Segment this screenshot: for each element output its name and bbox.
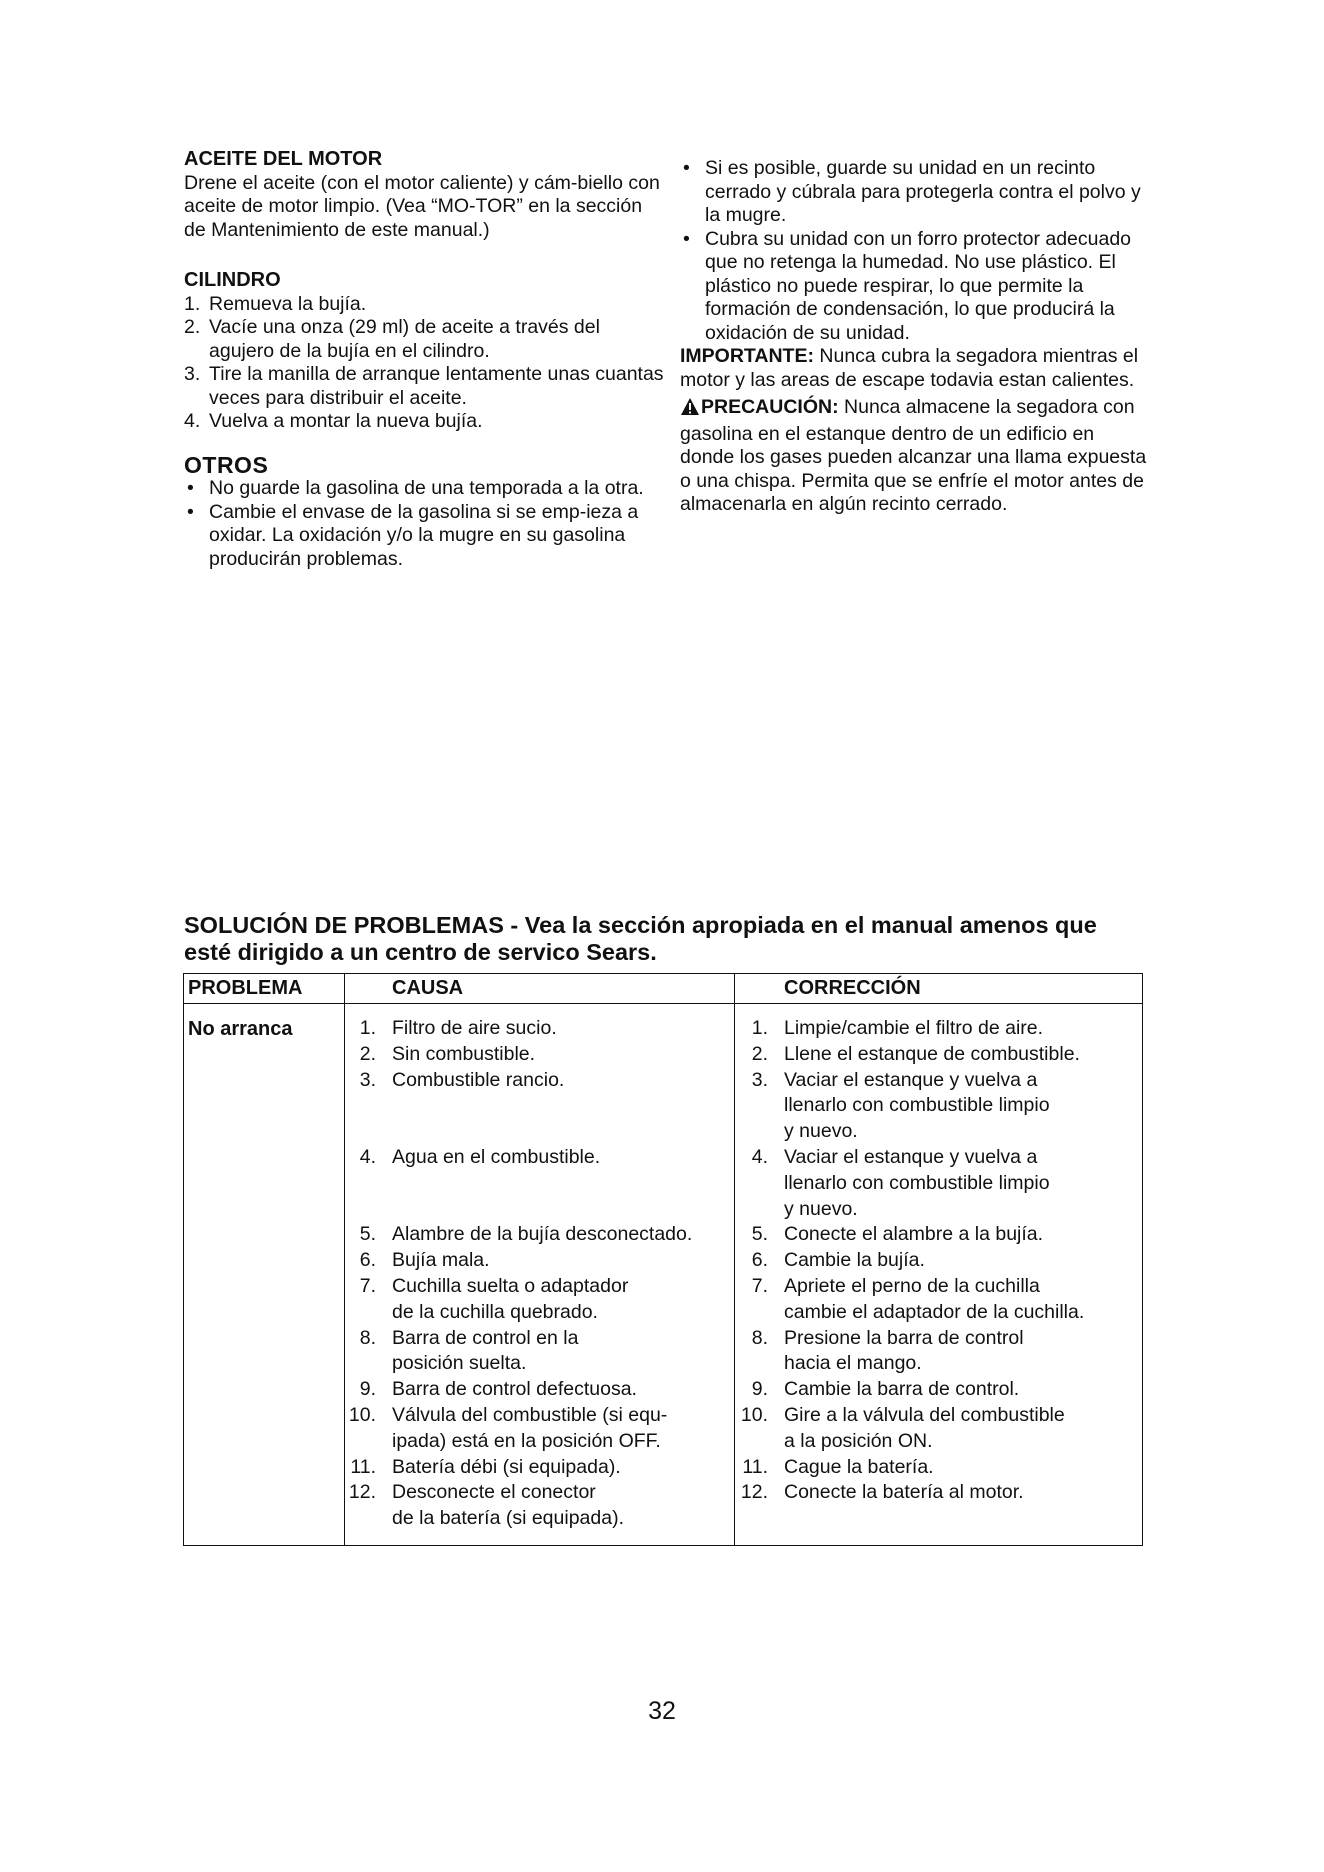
page-number: 32 (648, 1697, 676, 1725)
cause-item-line: Sin combustible. (392, 1042, 536, 1065)
correction-item-line: Conecte el alambre a la bujía. (784, 1223, 1044, 1246)
troubleshooting-table (183, 973, 1143, 1546)
otros-list (184, 477, 664, 571)
header-problema: PROBLEMA (188, 977, 303, 999)
correction-item (738, 1480, 1142, 1506)
correction-item (738, 1016, 1142, 1042)
cilindro-step (184, 293, 664, 317)
cilindro-steps (184, 293, 664, 434)
cause-item (346, 1326, 732, 1378)
correction-item (738, 1248, 1142, 1274)
item-number: 2. (359, 1042, 376, 1065)
cause-item-line: Alambre de la bujía desconectado. (392, 1223, 693, 1246)
bullet-icon: • (683, 157, 690, 179)
aceite-heading: ACEITE DEL MOTOR (184, 148, 383, 170)
otros-item (184, 477, 664, 501)
correction-item-line: llenarlo con combustible limpio (784, 1171, 1050, 1194)
cause-item (346, 1093, 732, 1119)
item-number: 10. (348, 1403, 376, 1426)
item-number: 8. (359, 1326, 376, 1349)
problem-no-arranca: No arranca (188, 1018, 293, 1040)
bullet-icon: • (187, 477, 194, 499)
item-number: 4. (751, 1145, 768, 1168)
step-text: Tire la manilla de arranque lentamente unas cuantas veces para distribuir el aceite. (209, 363, 664, 409)
storage-tip (680, 157, 1150, 228)
cause-item-line (392, 1171, 732, 1197)
cause-item-line: Agua en el combustible. (392, 1145, 601, 1168)
item-number: 12. (348, 1481, 376, 1504)
item-number: 9. (751, 1378, 768, 1401)
corrections-cell (738, 1016, 1142, 1506)
cause-item (346, 1248, 732, 1274)
header-causa: CAUSA (392, 977, 464, 999)
item-number: 9. (359, 1378, 376, 1401)
item-number: 7. (751, 1274, 768, 1297)
correction-item-line: Conecte la batería al motor. (784, 1481, 1024, 1504)
bullet-icon: • (187, 500, 194, 523)
cause-item-line: de la cuchilla quebrado. (392, 1300, 598, 1323)
cause-item (346, 1016, 732, 1042)
storage-tip-text: Si es posible, guarde su unidad en un recinto cerrado y cúbrala para protegerla contra el polvo y la mugre. (705, 157, 1141, 226)
item-number: 1. (751, 1017, 768, 1039)
cause-item (346, 1403, 732, 1455)
storage-tip-text: Cubra su unidad con un forro protector adecuado que no retenga la humedad. No use plástico. El plástico no puede respirar, lo que permite la formación de condensación, lo que producirá la oxidación de su unidad. (705, 227, 1132, 344)
correction-item (738, 1455, 1142, 1481)
cilindro-step (184, 316, 664, 363)
troubleshooting-title-line1: SOLUCIÓN DE PROBLEMAS - Vea la sección apropiada en el manual amenos que (184, 912, 1097, 938)
item-number: 4. (359, 1145, 376, 1168)
cause-item-line: Válvula del combustible (si equ- (392, 1403, 668, 1426)
step-text: Vacíe una onza (29 ml) de aceite a través del agujero de la bujía en el cilindro. (209, 316, 600, 362)
item-number: 2. (751, 1042, 768, 1065)
importante-label: IMPORTANTE: (680, 345, 814, 367)
cause-item-line: Barra de control en la (392, 1326, 579, 1349)
item-number: 5. (359, 1223, 376, 1246)
correction-item (738, 1222, 1142, 1248)
cause-item-line: Barra de control defectuosa. (392, 1378, 637, 1401)
step-number: 2. (184, 316, 201, 338)
correction-item-line: Vaciar el estanque y vuelva a (784, 1068, 1038, 1091)
correction-item-line: Apriete el perno de la cuchilla (784, 1274, 1040, 1297)
item-number: 1. (359, 1017, 376, 1039)
cause-item (346, 1222, 732, 1248)
step-number: 1. (184, 292, 201, 315)
cause-item-line (392, 1197, 732, 1223)
correction-item-line: a la posición ON. (784, 1429, 933, 1452)
item-number: 6. (359, 1249, 376, 1272)
left-column (184, 148, 664, 571)
correction-item-line: Presione la barra de control (784, 1326, 1024, 1349)
correction-item (738, 1377, 1142, 1403)
cilindro-heading: CILINDRO (184, 269, 281, 291)
correction-item-line: Cambie la barra de control. (784, 1378, 1020, 1401)
cause-item (346, 1480, 732, 1532)
cause-item (346, 1377, 732, 1403)
correction-item (738, 1274, 1142, 1326)
item-number: 8. (751, 1326, 768, 1349)
importante-text: Nunca cubra la segadora mientras el motor y las areas de escape todavia estan calientes. (680, 345, 1139, 391)
cilindro-step (184, 363, 664, 410)
precaucion-paragraph (680, 396, 1150, 517)
item-number: 12. (740, 1481, 768, 1504)
correction-item-line: llenarlo con combustible limpio (784, 1094, 1050, 1117)
correction-item-line: Llene el estanque de combustible. (784, 1042, 1080, 1065)
step-number: 4. (184, 410, 201, 432)
correction-item-line: Gire a la válvula del combustible (784, 1403, 1065, 1426)
cause-item-line (392, 1119, 732, 1145)
correction-item-line: Vaciar el estanque y vuelva a (784, 1145, 1038, 1168)
correction-item (738, 1068, 1142, 1145)
correction-item (738, 1042, 1142, 1068)
item-number: 10. (740, 1403, 768, 1426)
troubleshooting-title-line2: esté dirigido a un centro de servico Sears. (184, 939, 657, 965)
cause-item-line: Desconecte el conector (392, 1481, 596, 1504)
cause-item (346, 1068, 732, 1094)
correction-item (738, 1403, 1142, 1455)
cause-item (346, 1145, 732, 1171)
troubleshooting-title (184, 912, 1174, 966)
cause-item-line: Batería débi (si equipada). (392, 1455, 621, 1478)
step-text: Vuelva a montar la nueva bujía. (209, 410, 483, 432)
cause-item (346, 1171, 732, 1197)
precaucion-label: PRECAUCIÓN: (701, 396, 839, 418)
correction-item-line: Cambie la bujía. (784, 1249, 925, 1272)
cause-item-line: Combustible rancio. (392, 1068, 565, 1091)
correction-item (738, 1326, 1142, 1378)
cause-item (346, 1274, 732, 1326)
step-text: Remueva la bujía. (209, 292, 367, 315)
cause-item (346, 1197, 732, 1223)
causes-cell (346, 1016, 732, 1532)
importante-paragraph (680, 345, 1150, 392)
item-number: 6. (751, 1249, 768, 1272)
warning-triangle-icon (680, 397, 700, 423)
item-number: 11. (350, 1455, 376, 1478)
cause-item-line: Filtro de aire sucio. (392, 1017, 557, 1039)
right-column (680, 157, 1150, 517)
item-number: 3. (359, 1068, 376, 1091)
bullet-icon: • (683, 227, 690, 250)
otros-item-text: Cambie el envase de la gasolina si se emp-ieza a oxidar. La oxidación y/o la mugre en su gasolina producirán problemas. (209, 500, 639, 570)
cause-item (346, 1119, 732, 1145)
cause-item-line (392, 1093, 732, 1119)
otros-item (184, 501, 664, 572)
cause-item-line: posición suelta. (392, 1352, 527, 1375)
step-number: 3. (184, 363, 201, 385)
storage-tip (680, 228, 1150, 346)
correction-item-line: y nuevo. (784, 1120, 858, 1143)
header-correccion: CORRECCIÓN (784, 977, 921, 999)
precaucion-text: Nunca almacene la segadora con gasolina en el estanque dentro de un edificio en donde los gases pueden alcanzar una llama expuesta o una chispa. Permita que se enfríe el motor antes de almacenarla en algún recinto cerrado. (680, 396, 1147, 515)
correction-item-line: Cague la batería. (784, 1455, 934, 1478)
correction-item-line: hacia el mango. (784, 1352, 922, 1375)
cilindro-step (184, 410, 664, 434)
cause-item (346, 1455, 732, 1481)
cause-item (346, 1042, 732, 1068)
correction-item-line: y nuevo. (784, 1197, 858, 1220)
correction-item-line: Limpie/cambie el filtro de aire. (784, 1017, 1044, 1039)
cause-item-line: Cuchilla suelta o adaptador (392, 1274, 629, 1297)
cause-item-line: Bujía mala. (392, 1249, 490, 1272)
correction-item-line: cambie el adaptador de la cuchilla. (784, 1300, 1085, 1323)
cause-item-line: ipada) está en la posición OFF. (392, 1429, 661, 1452)
cause-item-line: de la batería (si equipada). (392, 1507, 624, 1530)
item-number: 11. (742, 1455, 768, 1478)
correction-item (738, 1145, 1142, 1222)
aceite-text: Drene el aceite (con el motor caliente) y cám-biello con aceite de motor limpio. (Vea “MO-TOR” en la sección de Mantenimiento de este manual.) (184, 171, 660, 241)
otros-item-text: No guarde la gasolina de una temporada a la otra. (209, 477, 644, 499)
item-number: 7. (359, 1274, 376, 1297)
item-number: 5. (751, 1223, 768, 1246)
storage-tips-list (680, 157, 1150, 345)
otros-heading: OTROS (184, 451, 269, 478)
item-number: 3. (751, 1068, 768, 1091)
